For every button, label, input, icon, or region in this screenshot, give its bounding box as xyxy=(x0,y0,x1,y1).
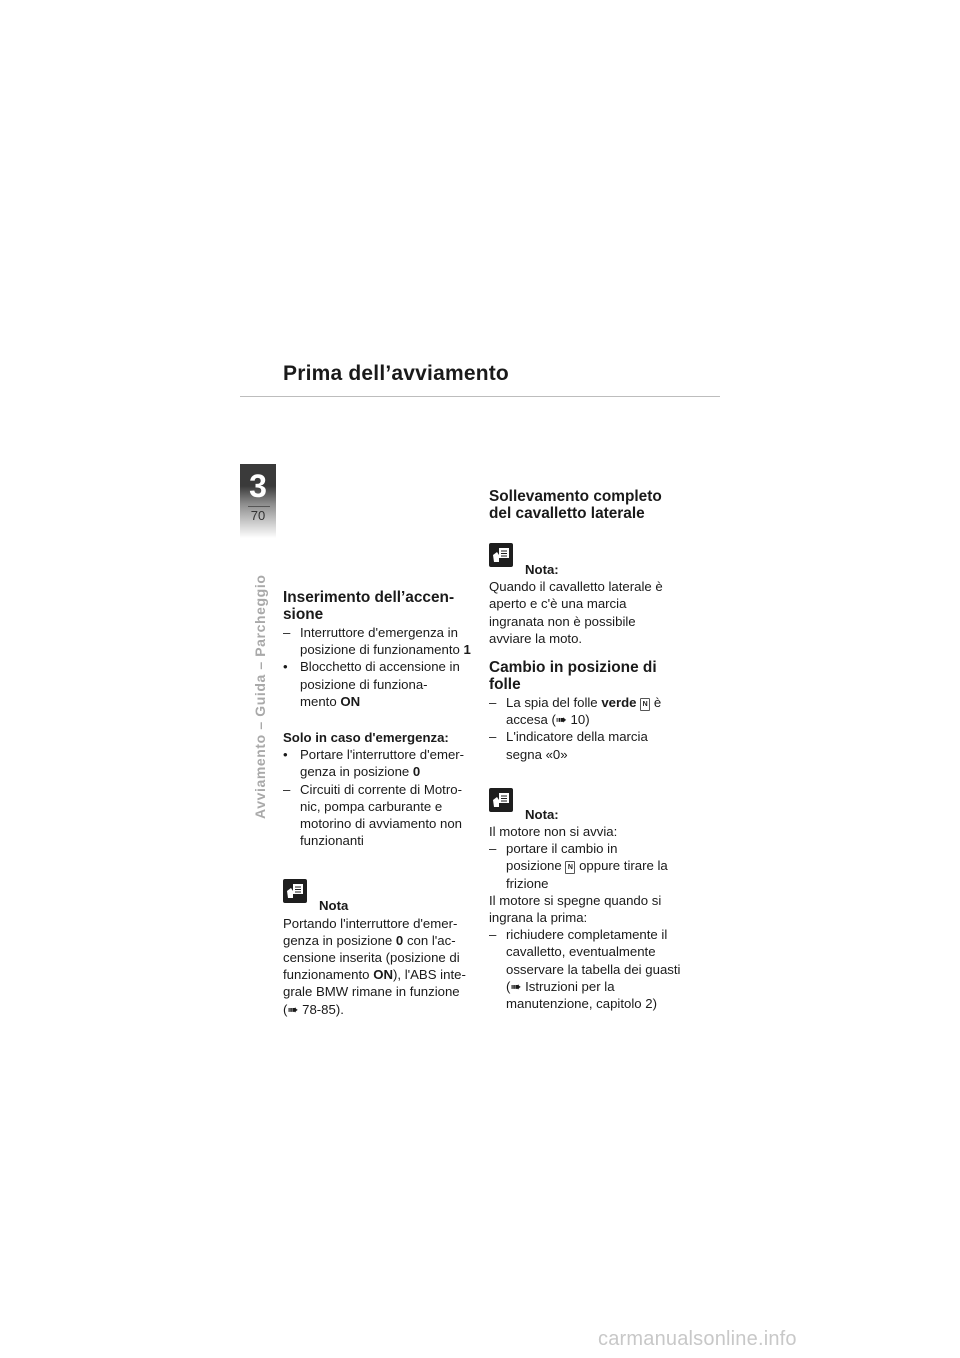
note-block xyxy=(489,543,694,647)
heading-neutral: Cambio in posizione di folle xyxy=(489,659,657,694)
watermark: carmanualsonline.info xyxy=(598,1328,797,1350)
list-item: – Circuiti di corrente di Motro- nic, pompa carburante e motorino di avviamento non funzionanti xyxy=(283,781,463,849)
stall-list xyxy=(489,926,694,1012)
note-block xyxy=(283,879,488,1017)
emergency-list xyxy=(283,746,488,849)
list-item: – Interruttore d'emergenza in posizione di funzionamento 1 xyxy=(283,625,471,658)
emergency-label: Solo in caso d'emergenza: xyxy=(283,730,449,746)
list-item: • Blocchetto di accensione in posizione di funziona- mento ON xyxy=(283,659,460,709)
left-column xyxy=(283,589,488,1018)
page-title: Prima dell’avviamento xyxy=(283,362,509,385)
right-column xyxy=(489,488,694,1012)
heading-ignition: Inserimento dell’accen- sione xyxy=(283,589,455,623)
note-text: Il motore si spegne quando si ingrana la prima: xyxy=(489,892,662,926)
heading-sidestand: Sollevamento completo del cavalletto laterale xyxy=(489,488,662,522)
note-hand-icon xyxy=(489,543,513,567)
neutral-indicator-icon: N xyxy=(640,698,650,711)
page-number: 70 xyxy=(250,508,266,523)
note-text: Quando il cavalletto laterale è aperto e c'è una marcia ingranata non è possibile avviare la moto. xyxy=(489,579,663,646)
note-hand-icon xyxy=(489,788,513,812)
list-item: – richiudere completamente il cavalletto, eventualmente osservare la tabella dei guasti (➠ Istruzioni per la manutenzione, capitolo 2) xyxy=(489,927,681,1012)
section-label xyxy=(252,549,268,819)
title-divider xyxy=(240,396,720,397)
neutral-indicator-icon: N xyxy=(565,861,575,874)
list-item: – L'indicatore della marcia segna «0» xyxy=(489,729,648,762)
list-item: – La spia del folle verde N è accesa (➠ 10) xyxy=(489,695,662,728)
chapter-divider xyxy=(248,506,270,507)
neutral-list xyxy=(489,694,694,763)
note-title: Nota xyxy=(319,898,349,914)
chapter-number: 3 xyxy=(249,468,267,504)
section-label-text: Avviamento – Guida – Parcheggio xyxy=(252,574,268,819)
note-title: Nota: xyxy=(525,806,559,822)
note-hand-icon xyxy=(283,879,307,903)
note-title: Nota: xyxy=(525,562,559,577)
note-block xyxy=(489,788,694,1012)
no-start-list xyxy=(489,840,694,892)
list-item: – portare il cambio in posizione N oppure tirare la frizione xyxy=(489,841,668,891)
ignition-list xyxy=(283,624,488,710)
note-text: Il motore non si avvia: xyxy=(489,824,618,840)
note-text: Portando l'interruttore d'emer- genza in posizione 0 con l'ac- censione inserita (posizione di funzionamento ON), l'ABS inte- grale BMW rimane in funzione (➠ 78-85). xyxy=(283,915,466,1017)
list-item: • Portare l'interruttore d'emer- genza in posizione 0 xyxy=(283,747,465,780)
